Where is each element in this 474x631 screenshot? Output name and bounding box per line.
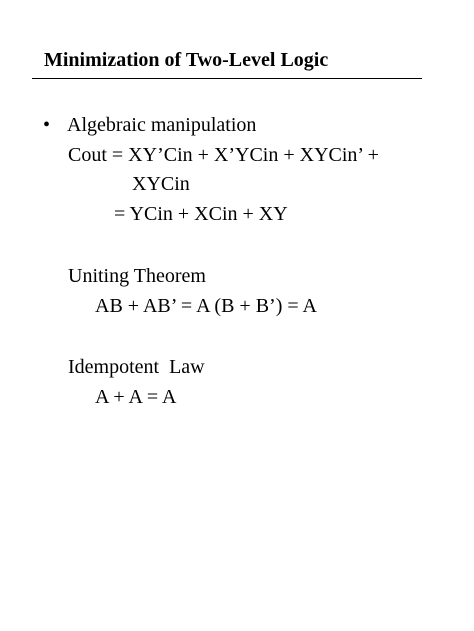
idempotent-law-equation: A + A = A [95, 386, 177, 408]
title-divider [32, 78, 422, 79]
uniting-theorem-heading: Uniting Theorem [68, 265, 206, 287]
slide-title: Minimization of Two-Level Logic [44, 49, 329, 71]
cout-equation: Cout = XY’Cin + X’YCin + XYCin’ + [68, 144, 379, 166]
idempotent-law-heading: Idempotent Law [68, 356, 205, 378]
cout-simplified: = YCin + XCin + XY [114, 203, 288, 225]
algebraic-heading: Algebraic manipulation [67, 114, 257, 136]
uniting-theorem-equation: AB + AB’ = A (B + B’) = A [95, 295, 317, 317]
cout-equation-continued: XYCin [132, 173, 190, 195]
bullet-marker: • [43, 114, 51, 136]
